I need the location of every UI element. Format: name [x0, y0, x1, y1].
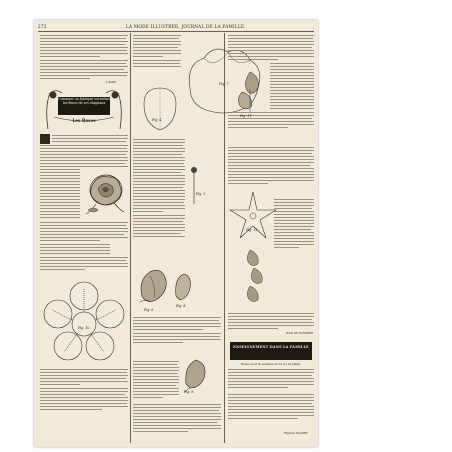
header-rule — [38, 31, 314, 32]
fig-8-label: Fig. 8. — [176, 304, 187, 308]
fig-10-label: Fig. 10. — [78, 326, 91, 330]
enseignement-subtitle: Revue pour la semaine du 10 au 16 juillet. — [240, 362, 302, 366]
article-title-block — [44, 89, 124, 131]
article-byline: JEAN DE FLEURIER — [286, 332, 314, 335]
fig-12-calyx — [228, 190, 278, 240]
enseignement-title-block — [230, 342, 312, 360]
left-column-text-top — [40, 34, 128, 84]
fig-8-petal — [172, 270, 194, 302]
leaf-strip-illustration — [240, 246, 270, 306]
drop-cap — [40, 134, 50, 144]
fig-4-pattern — [140, 84, 180, 134]
article-title: Comment on fabrique soi-même les fleurs de ses chapeaux — [58, 97, 110, 105]
article-signature-right: Frédéric BAUDRY — [284, 432, 308, 435]
middle-column-text-mid — [133, 138, 185, 258]
fig-4-label: Fig. 4. — [152, 118, 163, 122]
article-subtitle: Les Roses — [72, 118, 96, 123]
fig-9-leaf — [180, 356, 210, 392]
right-column-text-lower — [274, 198, 314, 308]
ornamental-frame-icon — [44, 89, 124, 131]
fig-5-label: Fig. 5. — [196, 192, 207, 196]
journal-title: LA MODE ILLUSTRÉE, JOURNAL DE LA FAMILLE. — [126, 24, 246, 29]
column-divider-left — [130, 33, 131, 443]
middle-column-text-lower — [133, 316, 221, 356]
newspaper-page — [34, 20, 318, 447]
fig-9-label: Fig. 9. — [184, 390, 195, 394]
fig-7-label: Fig. 7. — [219, 82, 230, 86]
rose-illustration — [84, 168, 128, 218]
middle-column-text-bottom — [133, 360, 179, 443]
pin-illustration — [189, 166, 199, 206]
fig-11-label: Fig. 11. — [240, 114, 253, 118]
fig-6-petal — [136, 266, 170, 306]
fig-11-leaves — [232, 66, 268, 114]
fig-12-label: Fig. 12. — [246, 228, 259, 232]
fig-6-label: Fig. 6. — [144, 308, 155, 312]
article-signature-left: L'AMIE — [106, 81, 116, 84]
enseignement-title: ENSEIGNEMENT DANS LA FAMILLE — [233, 345, 309, 349]
left-column-text-bottom — [40, 368, 128, 443]
fig-10-pattern — [42, 282, 126, 366]
page-number: 272 — [38, 24, 47, 29]
